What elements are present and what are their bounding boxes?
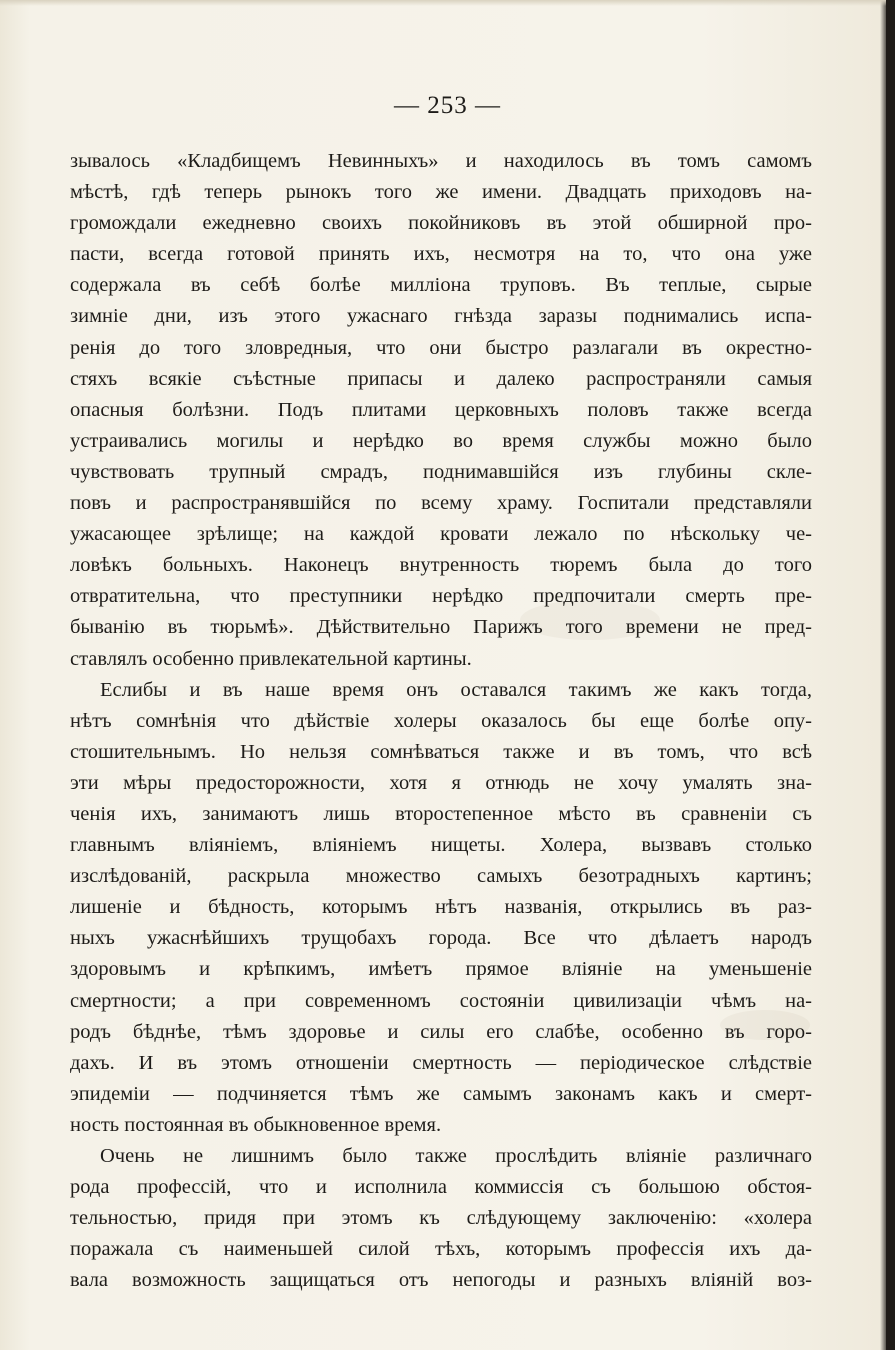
page-binding-edge — [886, 0, 895, 1350]
page-number: — 253 — — [394, 92, 501, 119]
text-line: чувствовать трупный смрадъ, поднимавшійся изъ глубины скле- — [70, 460, 812, 483]
text-line: ужасающее зрѣлище; на каждой кровати лежало по нѣскольку че- — [70, 523, 812, 546]
text-line: эти мѣры предосторожности, хотя я отнюдь не хочу умалять зна- — [70, 771, 812, 794]
text-line: мѣстѣ, гдѣ теперь рынокъ того же имени. Двадцать приходовъ на- — [70, 181, 812, 204]
text-line: зимніе дни, изъ этого ужаснаго гнѣзда заразы поднимались испа- — [70, 305, 812, 328]
text-line: рода профессій, что и исполнила коммиссія съ большою обстоя- — [70, 1176, 812, 1199]
text-line: вала возможность защищаться отъ непогоды и разныхъ вліяній воз- — [70, 1269, 812, 1292]
text-line: стяхъ всякіе съѣстные припасы и далеко распространяли самыя — [70, 367, 812, 390]
text-line: родъ бѣднѣе, тѣмъ здоровье и силы его слабѣе, особенно въ горо- — [70, 1020, 812, 1043]
text-line: ченія ихъ, занимаютъ лишь второстепенное мѣсто въ сравненіи съ — [70, 802, 812, 825]
text-line: поражала съ наименьшей силой тѣхъ, которымъ профессія ихъ да- — [70, 1238, 812, 1261]
text-line: эпидеміи — подчиняется тѣмъ же самымъ законамъ какъ и смерт- — [70, 1082, 812, 1105]
text-line: пасти, всегда готовой принять ихъ, несмотря на то, что она уже — [70, 243, 812, 266]
text-line: устраивались могилы и нерѣдко во время службы можно было — [70, 429, 812, 452]
paragraph-start-line: Еслибы и въ наше время онъ оставался такимъ же какъ тогда, — [100, 678, 812, 701]
text-line: содержала въ себѣ болѣе милліона труповъ. Въ теплые, сырые — [70, 274, 812, 297]
text-line: стошительнымъ. Но нельзя сомнѣваться также и въ томъ, что всѣ — [70, 740, 812, 763]
text-line: главнымъ вліяніемъ, вліяніемъ нищеты. Холера, вызвавъ столько — [70, 834, 812, 857]
text-line: дахъ. И въ этомъ отношеніи смертность — періодическое слѣдствіе — [70, 1051, 812, 1074]
text-line: изслѣдованій, раскрыла множество самыхъ безотрадныхъ картинъ; — [70, 865, 812, 888]
text-line: громождали ежедневно своихъ покойниковъ въ этой обширной про- — [70, 212, 812, 235]
text-line: ренія до того зловредныя, что они быстро разлагали въ окрестно- — [70, 336, 812, 359]
page-body-text — [70, 146, 812, 1296]
text-line: лишеніе и бѣдность, которымъ нѣтъ названія, открылись въ раз- — [70, 896, 812, 919]
text-line: ловѣкъ больныхъ. Наконецъ внутренность тюремъ была до того — [70, 554, 812, 577]
text-line: нѣтъ сомнѣнія что дѣйствіе холеры оказалось бы еще болѣе опу- — [70, 709, 812, 732]
text-line: быванію въ тюрьмѣ». Дѣйствительно Парижъ того времени не пред- — [70, 616, 812, 639]
text-line: тельностью, придя при этомъ къ слѣдующему заключенію: «холера — [70, 1207, 812, 1230]
text-line: отвратительна, что преступники нерѣдко предпочитали смерть пре- — [70, 585, 812, 608]
paragraph-end-line: ность постоянная въ обыкновенное время. — [70, 1113, 442, 1136]
text-line: повъ и распространявшійся по всему храму. Госпитали представляли — [70, 492, 812, 515]
text-line: смертности; а при современномъ состояніи цивилизаціи чѣмъ на- — [70, 989, 812, 1012]
paragraph-start-line: Очень не лишнимъ было также прослѣдить вліяніе различнаго — [100, 1145, 812, 1167]
page-top-edge — [0, 0, 895, 6]
paragraph-end-line: ставлялъ особенно привлекательной картины. — [70, 647, 472, 670]
text-line: ныхъ ужаснѣйшихъ трущобахъ города. Все что дѣлаетъ народъ — [70, 927, 812, 950]
text-line: зывалось «Кладбищемъ Невинныхъ» и находилось въ томъ самомъ — [70, 150, 812, 172]
text-line: здоровымъ и крѣпкимъ, имѣетъ прямое вліяніе на уменьшеніе — [70, 958, 812, 981]
text-line: опасныя болѣзни. Подъ плитами церковныхъ половъ также всегда — [70, 398, 812, 421]
